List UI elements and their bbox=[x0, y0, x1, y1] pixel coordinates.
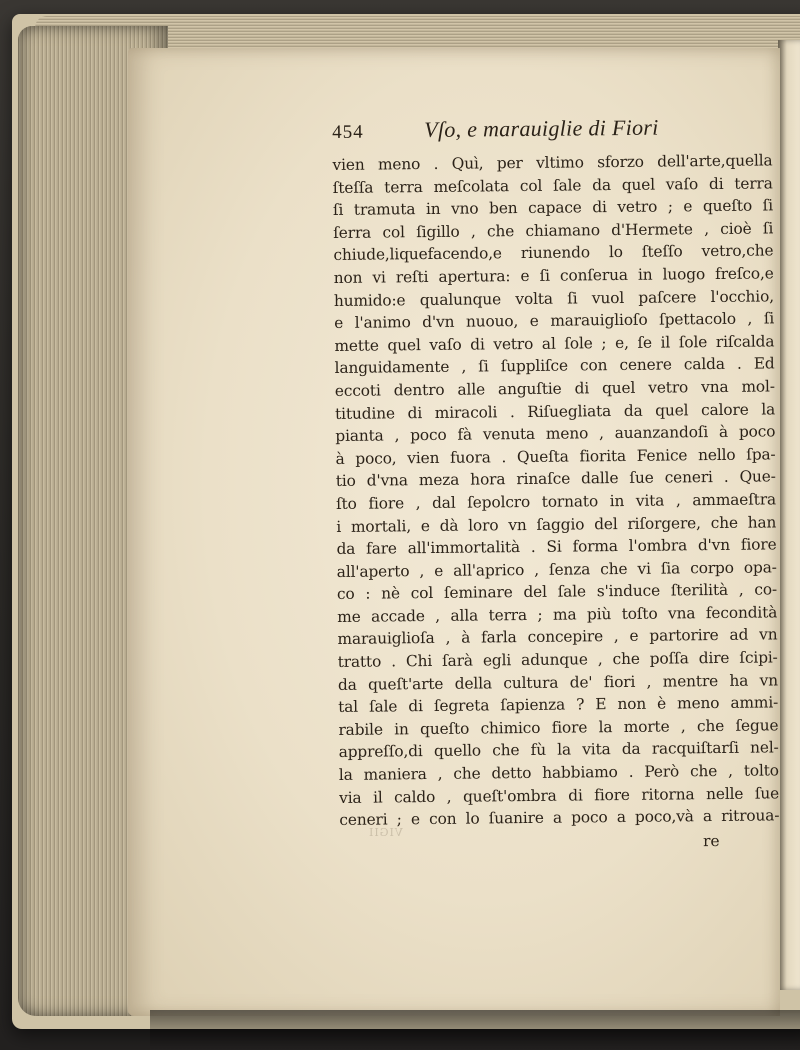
text-line: à poco, vien fuora . Queſta fiorita Fenice nello ſpa- bbox=[335, 445, 776, 468]
facing-page-edge bbox=[778, 40, 800, 990]
text-line: rabile in queſto chimico fiore la morte , che ſegue bbox=[338, 716, 779, 739]
text-line: ſto fiore , dal ſepolcro tornato in vita , ammaeſtra bbox=[335, 490, 777, 513]
running-head bbox=[332, 113, 772, 154]
text-line: ſteſſa terra meſcolata col ſale da quel vaſo di terra bbox=[332, 173, 773, 197]
text-line: la maniera , che detto habbiamo . Però che , tolto bbox=[338, 761, 779, 784]
text-line: ceneri ; e con lo ſuanire a poco a poco,và a ritroua- bbox=[339, 806, 780, 830]
body-text bbox=[332, 149, 779, 831]
text-line: via il caldo , queſt'ombra di fiore ritorna nelle ſue bbox=[339, 783, 780, 807]
text-line: da queſt'arte della cultura de' fiori , mentre ha vn bbox=[337, 671, 779, 694]
text-line: titudine di miracoli . Riſuegliata da quel calore la bbox=[335, 399, 776, 423]
text-line: humido:e qualunque volta ſi vuol paſcere l'occhio, bbox=[333, 286, 774, 310]
bottom-shadow bbox=[150, 1010, 800, 1050]
text-line: co : nè col ſeminare del ſale s'induce ſterilità , co- bbox=[336, 580, 778, 604]
text-line: tio d'vna meza hora rinaſce dalle ſue ceneri . Que- bbox=[335, 467, 776, 491]
text-line: i mortali, e dà loro vn ſaggio del riſorgere, che han bbox=[336, 512, 777, 536]
text-line: non vi reſti apertura: e ſi conſerua in luogo freſco,e bbox=[333, 264, 774, 287]
text-block bbox=[332, 113, 780, 855]
running-title: Vſo, e marauiglie di Fiori bbox=[423, 114, 659, 143]
text-line: ſerra col ſigillo , che chiamano d'Hermete , cioè ſi bbox=[333, 219, 774, 242]
catchword: re bbox=[703, 831, 720, 850]
text-line: ſi tramuta in vno ben capace di vetro ; e queſto ſi bbox=[332, 196, 774, 220]
text-line: me accade , alla terra ; ma più toſto vna fecondità bbox=[337, 603, 778, 626]
text-line: chiude,liquefacendo,e riunendo lo ſteſſo vetro,che bbox=[333, 241, 774, 265]
text-line: tal ſale di ſegreta ſapienza ? E non è meno ammi- bbox=[338, 693, 779, 717]
text-line: appreſſo,di quello che fù la vita da racquiſtarſi nel- bbox=[338, 738, 779, 762]
page-number: 454 bbox=[332, 121, 364, 143]
text-line: vien meno . Quì, per vltimo sforzo dell'arte,quella bbox=[332, 151, 773, 174]
text-line: da fare all'immortalità . Si forma l'ombra d'vn fiore bbox=[336, 535, 777, 559]
text-line: mette quel vaſo di vetro al ſole ; e, ſe il ſole riſcalda bbox=[334, 332, 775, 355]
text-line: all'aperto , e all'aprico , ſenza che vi ſia corpo opa- bbox=[336, 558, 777, 581]
text-line: languidamente , ſi ſuppliſce con cenere calda . Ed bbox=[334, 354, 775, 378]
text-line: marauiglioſa , à farla concepire , e partorire ad vn bbox=[337, 625, 778, 649]
bleed-through-text: VIGII bbox=[368, 826, 403, 839]
text-line: e l'animo d'vn nuouo, e marauiglioſo ſpettacolo , ſi bbox=[334, 309, 775, 333]
text-line: eccoti dentro alle anguſtie di quel vetro vna mol- bbox=[334, 377, 775, 400]
text-line: tratto . Chi ſarà egli adunque , che poſſa dire ſcipi- bbox=[337, 648, 778, 672]
text-line: pianta , poco fà venuta meno , auanzandoſi à poco bbox=[335, 422, 776, 446]
